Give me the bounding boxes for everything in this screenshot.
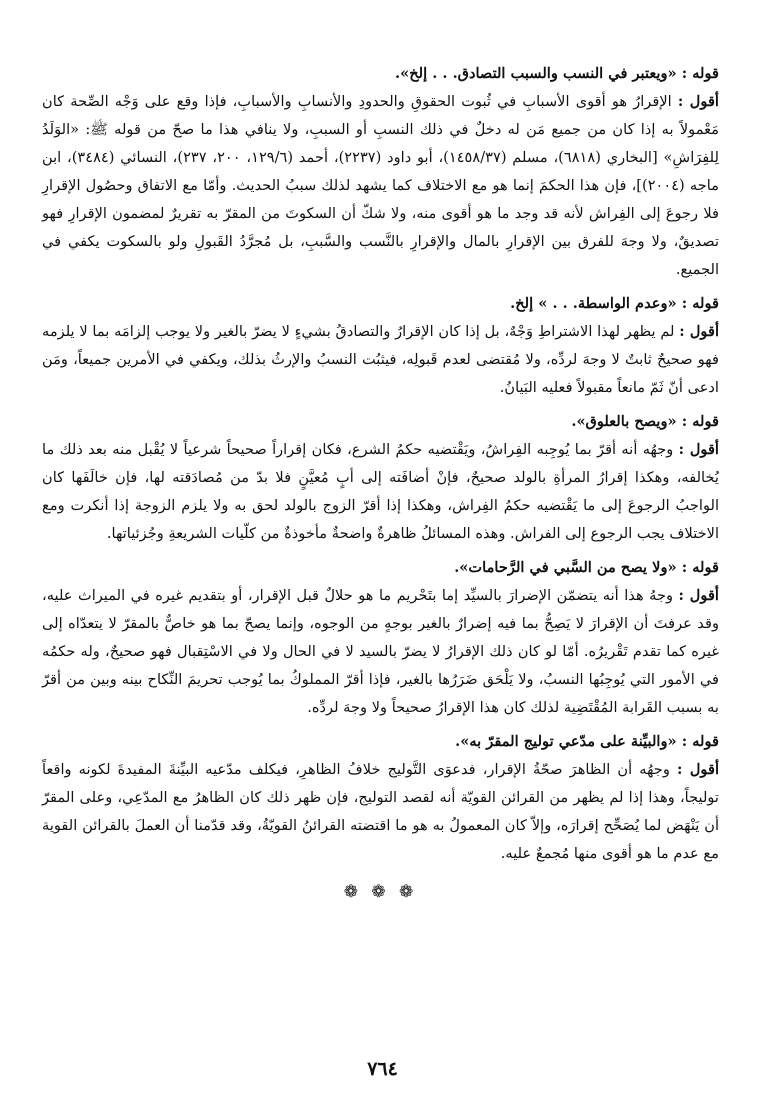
commentary-section: [42, 408, 719, 548]
quote-label: قوله :: [681, 413, 719, 430]
explanation-label: أقول :: [678, 587, 719, 604]
explanation-paragraph: [42, 318, 719, 402]
explanation-paragraph: [42, 582, 719, 722]
quote-label: قوله :: [681, 295, 719, 312]
explanation-label: أقول :: [676, 761, 719, 778]
explanation-text: الإقرارُ هو أقوى الأسبابِ في ثُبوت الحقوقِ والحدودِ والأنسابِ والأسبابِ، فإذا وقع على وَجْه الصِّحة كان مَعْمولاً به إذا كان من جميع مَن له دخلٌ في ذلك النسبِ أو السببِ، ولا ينافي هذا ما صحّ من قوله ﷺ: «الوَلَدُ لِلفِرَاشِ» [البخاري (٦٨١٨)، مسلم (١٤٥٨/٣٧)، أبو داود (٢٢٣٧)، أحمد (١٢٩/٦، ٢٠٠، ٢٣٧)، النسائي (٣٤٨٤)، ابن ماجه (٢٠٠٤)]، فإن هذا الحكمَ إنما هو مع الاختلاف كما يشهد لذلك سببُ الحديث. وأمّا مع الاتفاق وحصُول الإقرارِ فلا رجوعَ إلى الفِراش لأنه قد وجد ما هو أقوى منه، ولا شكّ أن السكوتَ من المقرّ به تقريرٌ لمضمون الإقرارِ فهو تصديقٌ، ولا وجهَ للفرق بين الإقرارِ بالمال والإقرارِ بالنَّسب والسَّببِ، بل مُجرَّدُ القَبولِ ولو بالسكوت يكفي في الجميع.: [42, 93, 719, 278]
quote-line: [42, 60, 719, 88]
quoted-text: «ويعتبر في النسب والسبب التصادق. . . إلخ».: [395, 65, 677, 82]
quote-line: [42, 290, 719, 318]
quoted-text: «ولا يصح من السَّبي في الرَّحامات».: [454, 559, 677, 576]
commentary-section: [42, 290, 719, 402]
section-end-ornament: ❁ ❁ ❁: [343, 882, 418, 902]
explanation-text: وجهُه أن الظاهرَ صحّةُ الإقرار، فدعوَى التَّوليج خلافُ الظاهرِ، فيكلف مدّعيه البيِّنةَ المفيدةَ لكونه واقعاً توليجاً، وهذا إذا لم يظهر من القرائن القويّة أنه لقصد التوليج، فإن ظهر ذلك كان الظاهرُ مع المدّعِي، وعلى المقرّ أن يَنْهَض لما يُصَحِّح إقرارَه، وإلاّ كان المعمولُ به هو ما اقتضته القرائنُ القويّةُ، وقد قدّمنا أن العملَ بالقرائن القوية مع عدم ما هو أقوى منها مُجمعٌ عليه.: [42, 761, 719, 862]
quoted-text: «والبيِّنة على مدّعي توليج المقرّ به».: [455, 733, 677, 750]
explanation-paragraph: [42, 88, 719, 284]
explanation-label: أقول :: [678, 441, 719, 458]
commentary-section: [42, 554, 719, 722]
commentary-section: [42, 728, 719, 868]
quoted-text: «وعدم الواسطة. . . » إلخ.: [510, 295, 677, 312]
quote-label: قوله :: [681, 65, 719, 82]
quote-line: [42, 728, 719, 756]
explanation-text: وجهُه أنه أقرّ بما يُوجِبه الفِراشُ، ويَقْتضيه حكمُ الشرع، فكان إقراراً صحيحاً شرعياً لا يُقْبل منه بعد ذلك ما يُخالفه، وهكذا إقرارُ المرأةِ بالولد صحيحٌ، فإنْ أضافَته إلى أبٍ مُعيَّنٍ فلا بدّ من مُصادَقته لها، فإن خالَفَها كان الواجبُ الرجوعَ إلى ما يَقْتضيه حكمُ الفِراش، وهكذا إذا أقرّ الزوج بالولد لحق به ولا يلزم الزوجة إذا أنكرت ومع الاختلاف يجب الرجوع إلى الفراش. وهذه المسائلُ ظاهرةٌ واضحةٌ مأخوذةٌ من كلّيات الشريعةِ وجُزئياتها.: [42, 441, 719, 542]
explanation-paragraph: [42, 436, 719, 548]
quote-line: [42, 408, 719, 436]
explanation-text: وجهُ هذا أنه يتضمّن الإضرارَ بالسيِّد إما بتَحْريم ما هو حلالٌ قبل الإقرار، أو بتقديم غيره في الميراث عليه، وقد عرفتَ أن الإقرارَ لا يَصِحُّ بما فيه إضرارٌ بالغير بوجهٍ من الوجوه، وإنما يصحّ بما هو خاصٌّ بالمقرّ لا يتعدّاه إلى غيره كما تقدم تَقْريرُه. أمّا لو كان ذلك الإقرارُ لا يضرّ بالسيد لا في الحال ولا في الاسْتِقبال فهو صحيحٌ، وله حكمُه في الأمور التي يُوجِبُها النسبُ، ولا يَلْحَق ضَرَرُها بالغير، فإذا أقرّ المملوكُ بما يُوجب تحريمَ النِّكاح بينه وبين من أقرّ به بسبب القَرابة المُقْتَضِية لذلك كان هذا الإقرارُ صحيحاً ولا وجهَ لردِّه.: [42, 587, 719, 716]
explanation-label: أقول :: [677, 93, 719, 110]
commentary-section: [42, 60, 719, 284]
explanation-label: أقول :: [679, 323, 719, 340]
page-number: ٧٦٤: [367, 1058, 398, 1080]
quote-line: [42, 554, 719, 582]
explanation-paragraph: [42, 756, 719, 868]
quote-label: قوله :: [681, 559, 719, 576]
quote-label: قوله :: [681, 733, 719, 750]
explanation-text: لم يظهر لهذا الاشتراطِ وَجْهٌ، بل إذا كان الإقرارُ والتصادقُ بشيءٍ لا يضرّ بالغير ولا يوجب إلزامَه بما لا يلزمه فهو صحيحٌ ثابتٌ لا وجهَ لردِّه، ولا مُقتضى لعدم قَبولِه، فيثبُت النسبُ والإرثُ بذلك، ويكفي في الأمرين جميعاً، ومَن ادعى أنّ ثَمّ مانعاً مقبولاً فعليه البَيانُ.: [42, 323, 719, 396]
quoted-text: «ويصح بالعلوق».: [571, 413, 677, 430]
